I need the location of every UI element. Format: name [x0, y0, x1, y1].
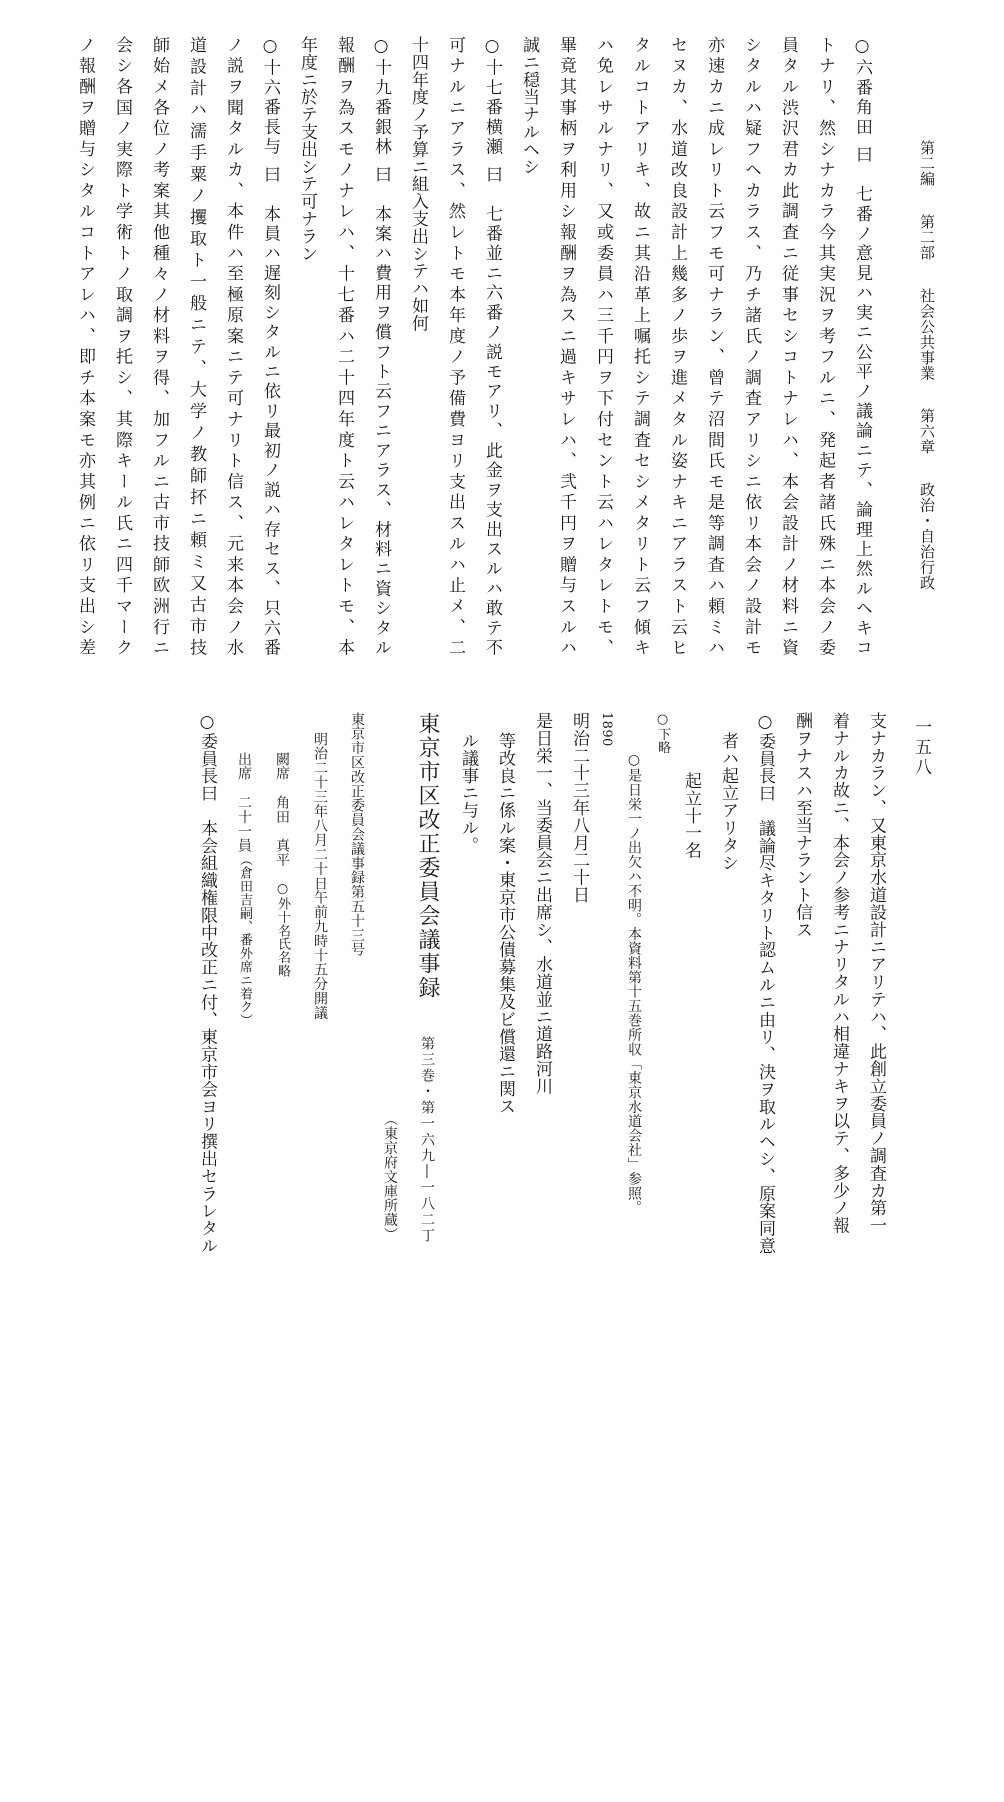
- text-line: 誠ニ穏当ナルヘシ: [519, 36, 539, 176]
- source-title: 東京市区改正委員会議事録: [415, 712, 440, 1000]
- text-line: セヌカ、水道改良設計上幾多ノ歩ヲ進メタル姿ナキニアラスト云ヒ: [667, 36, 687, 656]
- meeting-time: 明治二十三年八月二十日午前九時十五分開議: [312, 732, 328, 1020]
- text-line: 亦速カニ成レリト云フモ可ナラン、曾テ沼間氏モ是等調査ハ頼ミハ: [704, 36, 724, 656]
- header-chapter-title: 政治・自治行政: [918, 481, 936, 591]
- absent-extra: ○外十名氏名略: [275, 881, 290, 978]
- absent-label: 闕席: [274, 752, 290, 781]
- text-line: 着ナルカ故ニ、本会ノ参考ニナリタルハ相違ナキヲ以テ、多少ノ報: [829, 712, 849, 1234]
- header-edition: 第二編: [918, 140, 936, 187]
- text-line: 道設計ハ濡手粟ノ攫取ト一般ニテ、大学ノ教師抔ニ頼ミ又古市技: [186, 36, 206, 656]
- omitted-mark: ○下略: [655, 712, 670, 755]
- text-line: ○委員長曰 本会組織権限中改正ニ付、東京市会ヨリ撰出セラレタル: [197, 712, 217, 1255]
- text-line: 会シ各国ノ実際ト学術トノ取調ヲ托シ、其際キール氏ニ四千マーク: [112, 36, 132, 656]
- entry-summary: 等改良ニ係ル案・東京市公債募集及ビ償還ニ関ス: [495, 732, 515, 1115]
- running-header: [912, 140, 942, 612]
- present-count: 二十一員: [236, 795, 252, 853]
- text-line: 年度ニ於テ支出シテ可ナラン: [297, 36, 317, 263]
- source-ref: 第三巻・第一六九―一八二丁: [419, 1036, 435, 1244]
- text-line: ○委員長曰 議論尽キタリト認ムルニ由リ、決ヲ取ルヘシ、原案同意: [755, 712, 775, 1255]
- text-line: ○十九番銀林 曰 本案ハ費用ヲ償フト云フニアラス、材料ニ資シタル: [371, 36, 391, 656]
- header-part: 第二部: [918, 213, 936, 261]
- text-line: 報酬ヲ為スモノナレハ、十七番ハ二十四年度ト云ハレタレトモ、本: [334, 36, 354, 656]
- text-line: 支ナカラン、又東京水道設計ニアリテハ、此創立委員ノ調査カ第一: [866, 712, 886, 1234]
- text-line: 畢竟其事柄ヲ利用シ報酬ヲ為スニ過キサレハ、弐千円ヲ贈与スルハ: [556, 36, 576, 656]
- present-label: 出席: [236, 752, 252, 781]
- text-line: ノ報酬ヲ贈与シタルコトアレハ、即チ本案モ亦其例ニ依リ支出シ差: [75, 36, 95, 656]
- upper-text-block: [70, 36, 880, 656]
- header-chapter: 第六章: [918, 407, 936, 455]
- present-row: [225, 712, 263, 1442]
- text-line: 員タル渋沢君カ此調査ニ従事セシコトナレハ、本会設計ノ材料ニ資: [778, 36, 798, 656]
- text-line: ノ説ヲ聞タルカ、本件ハ至極原案ニテ可ナリト信ス、元来本会ノ水: [223, 36, 243, 656]
- text-line: 可ナルニアラス、然レトモ本年度ノ予備費ヨリ支出スルハ止メ、二: [445, 36, 465, 656]
- page-number: 一五八: [911, 718, 931, 778]
- text-line: ○十七番横瀬 曰 七番並ニ六番ノ説モアリ、此金ヲ支出スルハ敢テ不: [482, 36, 502, 656]
- text-line: 十四年度ノ予算ニ組入支出シテハ如何: [408, 36, 428, 332]
- text-line: ○十六番長与 曰 本員ハ遅刻シタルニ依リ最初ノ説ハ存セス、只六番: [260, 36, 280, 656]
- absent-row: [263, 712, 301, 1442]
- text-line: 酬ヲナスハ至当ナラント信ス: [792, 712, 812, 939]
- header-section: 社会公共事業: [918, 287, 936, 381]
- text-line: タルコトアリキ、故ニ其沿革上嘱托シテ調査セシメタリト云フ傾キ: [630, 36, 650, 656]
- entry-date: 明治二十三年八月二十日: [569, 712, 589, 904]
- source-heading: [405, 712, 449, 1402]
- text-line: シタルハ疑フヘカラス、乃チ諸氏ノ調査アリシニ依リ本会ノ設計モ: [741, 36, 761, 656]
- archive-note: （東京府文庫所蔵）: [382, 1112, 398, 1242]
- editorial-note: ○是日栄一ノ出欠ハ不明。本資料第十五巻所収「東京水道会社」参照。: [626, 752, 642, 1215]
- text-line: ○六番角田 曰 七番ノ意見ハ実ニ公平ノ議論ニテ、論理上然ルヘキコ: [852, 36, 872, 656]
- year-marker: 1890: [599, 712, 614, 747]
- present-note: （倉田吉嗣、番外席ニ着ク）: [237, 852, 252, 1028]
- lower-text-block: [64, 712, 894, 1402]
- text-line: 師始メ各位ノ考案其他種々ノ材料ヲ得、加フルニ古市技師欧洲行ニ: [149, 36, 169, 656]
- text-line: 者ハ起立アリタシ: [718, 732, 738, 872]
- text-line: トナリ、然シナカラ今其実況ヲ考フルニ、発起者諸氏殊ニ本会ノ委: [815, 36, 835, 656]
- text-line: ハ免レサルナリ、又或委員ハ三千円ヲ下付セント云ハレタレトモ、: [593, 36, 613, 656]
- record-number: 東京市区改正委員会議事録第五十三号: [349, 712, 365, 957]
- entry-summary: 是日栄一、当委員会ニ出席シ、水道並ニ道路河川: [532, 712, 552, 1095]
- absent-name: 角田 真平: [274, 795, 290, 868]
- entry-summary: ル議事ニ与ル。: [458, 732, 478, 854]
- standing-count: 起立十一名: [681, 772, 701, 859]
